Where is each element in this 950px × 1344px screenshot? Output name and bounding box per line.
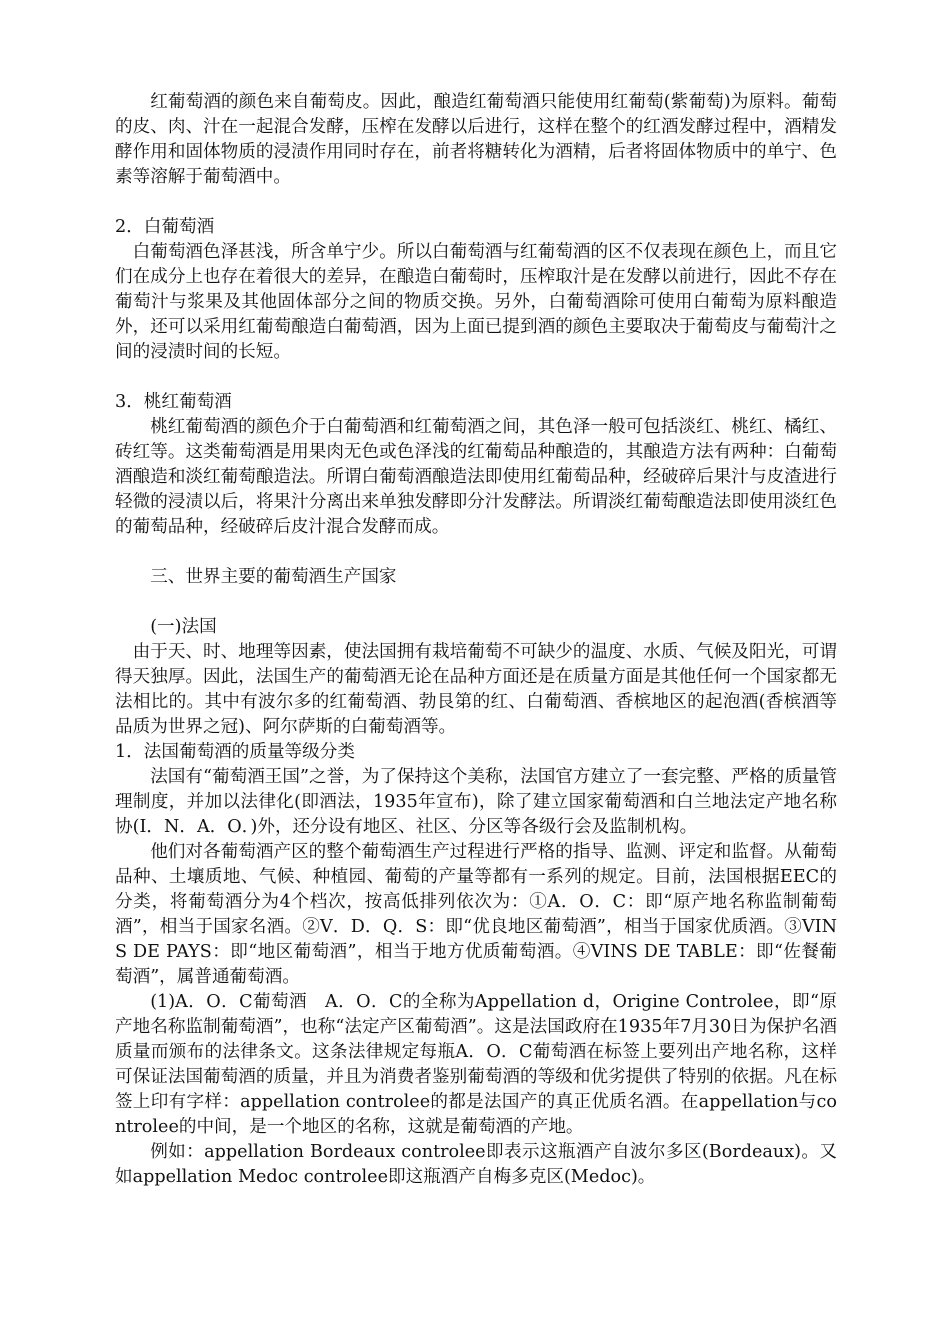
document-page <box>115 90 837 1190</box>
paragraph-gap <box>115 540 837 565</box>
paragraph-rose-wine: 桃红葡萄酒的颜色介于白葡萄酒和红葡萄酒之间，其色泽一般可包括淡红、桃红、橘红、砖红等。这类葡萄酒是用果肉无色或色泽浅的红葡萄品种酿造的，其酿造方法有两种：白葡萄酒酿造和淡红葡萄酿造法。所谓白葡萄酒酿造法即使用红葡萄品种，经破碎后果汁与皮渣进行轻微的浸渍以后，将果汁分离出来单独发酵即分汁发酵法。所谓淡红葡萄酿造法即使用淡红色的葡萄品种，经破碎后皮汁混合发酵而成。 <box>115 417 837 537</box>
paragraph-france-regulation: 法国有“葡萄酒王国”之誉，为了保持这个美称，法国官方建立了一套完整、严格的质量管理制度，并加以法律化(即酒法，1935年宣布)，除了建立国家葡萄酒和白兰地法定产地名称协(I．N．A．O．)外，还分设有地区、社区、分区等各级行会及监制机构。 <box>115 767 837 837</box>
paragraph-france-intro: 由于天、时、地理等因素，使法国拥有栽培葡萄不可缺少的温度、水质、气候及阳光，可谓得天独厚。因此，法国生产的葡萄酒无论在品种方面还是在质量方面是其他任何一个国家都无法相比的。其中有波尔多的红葡萄酒、勃艮第的红、白葡萄酒、香槟地区的起泡酒(香槟酒等品质为世界之冠)、阿尔萨斯的白葡萄酒等。 <box>115 642 837 737</box>
subheading-france: (一)法国 <box>150 617 217 637</box>
paragraph-gap <box>115 590 837 615</box>
paragraph-red-wine-color: 红葡萄酒的颜色来自葡萄皮。因此，酿造红葡萄酒只能使用红葡萄(紫葡萄)为原料。葡萄的皮、肉、汁在一起混合发酵，压榨在发酵以后进行，这样在整个的红酒发酵过程中，酒精发酵作用和固体物质的浸渍作用同时存在，前者将糖转化为酒精，后者将固体物质中的单宁、色素等溶解于葡萄酒中。 <box>115 92 837 187</box>
section-heading-producing-countries: 三、世界主要的葡萄酒生产国家 <box>150 567 397 587</box>
paragraph-gap <box>115 190 837 215</box>
paragraph-aoc: (1)A．O．C葡萄酒 A．O．C的全称为Appellation d，Origine Controlee，即“原产地名称监制葡萄酒”，也称“法定产区葡萄酒”。这是法国政府在1935年7月30日为保护名酒质量而颁布的法律条文。这条法律规定每瓶A．O．C葡萄酒在标签上要列出产地名称，这样可保证法国葡萄酒的质量，并且为消费者鉴别葡萄酒的等级和优劣提供了特别的依据。凡在标签上印有字样：appellation controlee的都是法国产的真正优质名酒。在appellation与controlee的中间，是一个地区的名称，这就是葡萄酒的产地。 <box>115 992 837 1137</box>
paragraph-aoc-example: 例如：appellation Bordeaux controlee即表示这瓶酒产自波尔多区(Bordeaux)。又如appellation Medoc controlee即这瓶酒产自梅多克区(Medoc)。 <box>115 1142 837 1187</box>
paragraph-white-wine: 白葡萄酒色泽甚浅，所含单宁少。所以白葡萄酒与红葡萄酒的区不仅表现在颜色上，而且它们在成分上也存在着很大的差异，在酿造白葡萄时，压榨取汁是在发酵以前进行，因此不存在葡萄汁与浆果及其他固体部分之间的物质交换。另外，白葡萄酒除可使用白葡萄为原料酿造外，还可以采用红葡萄酿造白葡萄酒，因为上面已提到酒的颜色主要取决于葡萄皮与葡萄汁之间的浸渍时间的长短。 <box>115 242 837 362</box>
heading-france-quality-grades: 1．法国葡萄酒的质量等级分类 <box>115 742 355 762</box>
heading-white-wine: 2．白葡萄酒 <box>115 217 215 237</box>
paragraph-france-grades: 他们对各葡萄酒产区的整个葡萄酒生产过程进行严格的指导、监测、评定和监督。从葡萄品种、土壤质地、气候、种植园、葡萄的产量等都有一系列的规定。目前，法国根据EEC的分类，将葡萄酒分为4个档次，按高低排列依次为：①A．O．C：即“原产地名称监制葡萄酒”，相当于国家名酒。②V．D．Q．S：即“优良地区葡萄酒”，相当于国家优质酒。③VINS DE PAYS：即“地区葡萄酒”，相当于地方优质葡萄酒。④VINS DE TABLE：即“佐餐葡萄酒”，属普通葡萄酒。 <box>115 842 837 987</box>
heading-rose-wine: 3．桃红葡萄酒 <box>115 392 232 412</box>
paragraph-gap <box>115 365 837 390</box>
